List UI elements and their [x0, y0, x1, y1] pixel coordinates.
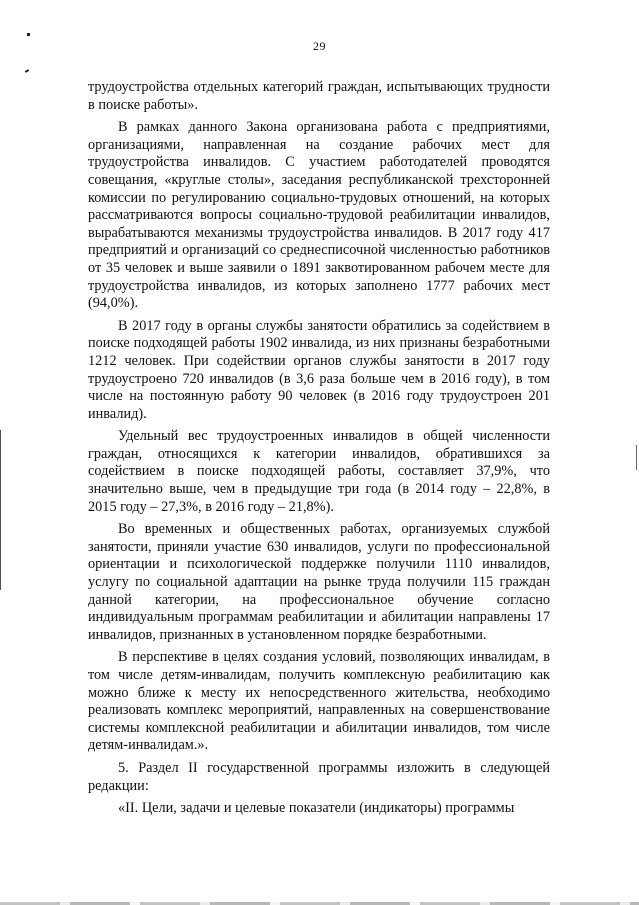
- scan-speck: [25, 69, 29, 73]
- document-body: [88, 79, 550, 823]
- paragraph-temporary-works: Во временных и общественных работах, организуемых службой занятости, приняли участие 630 инвалидов, услуги по профессиональной ориентации и психологической поддержке получили 1110 инвалидов, услугу по социальной адаптации на рынке труда получили 115 граждан данной категории, на профессиональное обучение согласно индивидуальным программам реабилитации и абилитации направлены 17 инвалидов, признанных в установленном порядке безработными.: [88, 521, 550, 643]
- paragraph-continuation: трудоустройства отдельных категорий граждан, испытывающих трудности в поиске работы».: [88, 79, 550, 113]
- page-number: 29: [313, 39, 326, 53]
- paragraph-perspective: В перспективе в целях создания условий, позволяющих инвалидам, в том числе детям-инвалидам, получить комплексную реабилитацию как можно ближе к месту их непосредственного жительства, необходимо реализовать комплекс мероприятий, направленных на совершенствование системы комплексной реабилитации и абилитации инвалидов, том числе детям-инвалидам.».: [88, 649, 550, 754]
- scan-edge-mark: [636, 445, 637, 470]
- scan-edge-mark: [0, 430, 1, 590]
- paragraph-2017-applications: В 2017 году в органы службы занятости обратились за содействием в поиске подходящей работы 1902 инвалида, из них признаны безработными 1212 человек. При содействии органов службы занятости в 2017 году трудоустроено 720 инвалидов (в 3,6 раза больше чем в 2016 году), в том числе на постоянную работу 90 человек (в 2016 году трудоустроен 201 инвалид).: [88, 317, 550, 422]
- paragraph-share-employed: Удельный вес трудоустроенных инвалидов в общей численности граждан, относящихся к категории инвалидов, обратившихся за содействием в поиске подходящей работы, составляет 37,9%, что значительно выше, чем в предыдущие три года (в 2014 году – 22,8%, в 2015 году – 27,3%, в 2016 году – 21,8%).: [88, 428, 550, 515]
- scan-speck: [27, 33, 30, 36]
- paragraph-section-amendment: 5. Раздел II государственной программы изложить в следующей редакции:: [88, 759, 550, 794]
- section-heading: «II. Цели, задачи и целевые показатели (индикаторы) программы: [118, 800, 515, 817]
- paragraph-law-work: В рамках данного Закона организована работа с предприятиями, организациями, направленная на создание рабочих мест для трудоустройства инвалидов. С участием работодателей проводятся совещания, «круглые столы», заседания республиканской трехсторонней комиссии по регулированию социально-трудовых отношений, на которых рассматриваются вопросы социально-трудовой реабилитации инвалидов, вырабатываются механизмы трудоустройства инвалидов. В 2017 году 417 предприятий и организаций со среднесписочной численностью работников от 35 человек и выше заявили о 1891 заквотированном рабочем месте для трудоустройства инвалидов, из которых заполнено 1777 рабочих мест (94,0%).: [88, 119, 550, 312]
